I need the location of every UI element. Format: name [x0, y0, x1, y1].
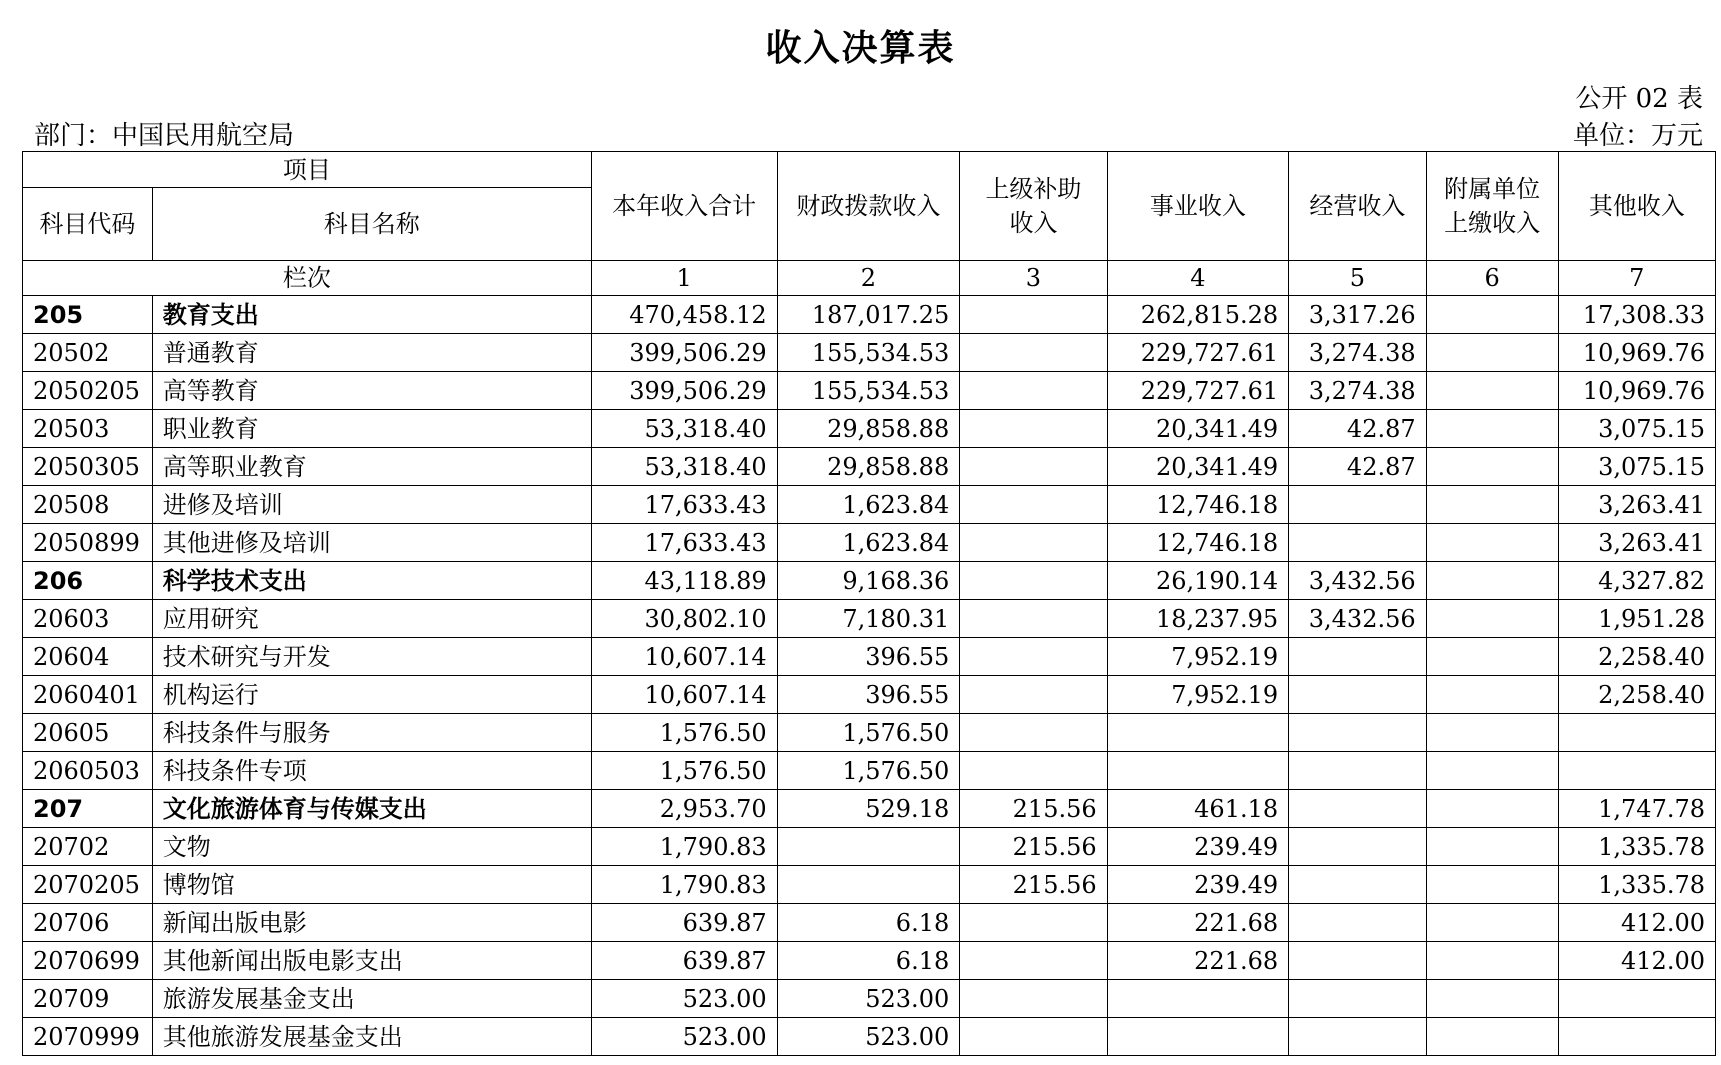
- amount-cell-col-4: 12,746.18: [1107, 524, 1289, 562]
- amount-cell-col-5: [1289, 524, 1427, 562]
- amount-cell-col-4: [1107, 752, 1289, 790]
- amount-cell-col-6: [1426, 562, 1558, 600]
- amount-cell-col-2: 1,576.50: [777, 714, 960, 752]
- amount-cell-col-7: 10,969.76: [1558, 334, 1715, 372]
- amount-cell-col-7: [1558, 752, 1715, 790]
- amount-cell-col-4: [1107, 1018, 1289, 1056]
- table-row: [23, 562, 1716, 600]
- amount-cell-col-1: 10,607.14: [591, 638, 777, 676]
- amount-cell-col-3: [960, 296, 1107, 334]
- amount-cell-col-4: 229,727.61: [1107, 334, 1289, 372]
- amount-cell-col-2: 155,534.53: [777, 334, 960, 372]
- subject-code: 205: [23, 296, 153, 334]
- header-item-group: 项目: [23, 152, 592, 188]
- header-col-5: 经营收入: [1289, 152, 1427, 261]
- table-row: [23, 524, 1716, 562]
- amount-cell-col-1: 17,633.43: [591, 524, 777, 562]
- amount-cell-col-6: [1426, 942, 1558, 980]
- subject-name: 其他进修及培训: [152, 524, 591, 562]
- header-name: 科目名称: [152, 188, 591, 261]
- amount-cell-col-1: 639.87: [591, 942, 777, 980]
- subject-name: 机构运行: [152, 676, 591, 714]
- subject-name: 其他新闻出版电影支出: [152, 942, 591, 980]
- subject-code: 20706: [23, 904, 153, 942]
- subject-code: 20503: [23, 410, 153, 448]
- amount-cell-col-3: [960, 334, 1107, 372]
- amount-cell-col-4: [1107, 714, 1289, 752]
- amount-cell-col-6: [1426, 866, 1558, 904]
- amount-cell-col-7: 412.00: [1558, 904, 1715, 942]
- table-row: [23, 372, 1716, 410]
- header-code: 科目代码: [23, 188, 153, 261]
- subject-name: 文物: [152, 828, 591, 866]
- subject-code: 20603: [23, 600, 153, 638]
- subject-code: 20508: [23, 486, 153, 524]
- amount-cell-col-3: [960, 600, 1107, 638]
- amount-cell-col-5: [1289, 638, 1427, 676]
- amount-cell-col-6: [1426, 638, 1558, 676]
- amount-cell-col-1: 53,318.40: [591, 410, 777, 448]
- amount-cell-col-5: [1289, 790, 1427, 828]
- amount-cell-col-5: [1289, 752, 1427, 790]
- amount-cell-col-1: 1,790.83: [591, 828, 777, 866]
- amount-cell-col-1: 470,458.12: [591, 296, 777, 334]
- header-col-4: 事业收入: [1107, 152, 1289, 261]
- subject-name: 应用研究: [152, 600, 591, 638]
- subject-name: 科技条件与服务: [152, 714, 591, 752]
- header-col-6: 附属单位 上缴收入: [1426, 152, 1558, 261]
- amount-cell-col-3: [960, 638, 1107, 676]
- subject-code: 2060401: [23, 676, 153, 714]
- header-col-2: 财政拨款收入: [777, 152, 960, 261]
- table-row: [23, 866, 1716, 904]
- amount-cell-col-2: 155,534.53: [777, 372, 960, 410]
- amount-cell-col-7: 3,075.15: [1558, 410, 1715, 448]
- amount-cell-col-4: 7,952.19: [1107, 638, 1289, 676]
- amount-cell-col-4: 262,815.28: [1107, 296, 1289, 334]
- amount-cell-col-7: [1558, 714, 1715, 752]
- column-number: 5: [1289, 261, 1427, 296]
- subject-name: 文化旅游体育与传媒支出: [152, 790, 591, 828]
- subject-name: 科学技术支出: [152, 562, 591, 600]
- amount-cell-col-1: 523.00: [591, 1018, 777, 1056]
- amount-cell-col-4: 20,341.49: [1107, 410, 1289, 448]
- amount-cell-col-5: [1289, 828, 1427, 866]
- subject-code: 207: [23, 790, 153, 828]
- subject-code: 2060503: [23, 752, 153, 790]
- amount-cell-col-6: [1426, 828, 1558, 866]
- subject-name: 新闻出版电影: [152, 904, 591, 942]
- amount-cell-col-3: [960, 562, 1107, 600]
- amount-cell-col-2: [777, 828, 960, 866]
- amount-cell-col-5: [1289, 866, 1427, 904]
- amount-cell-col-4: 18,237.95: [1107, 600, 1289, 638]
- amount-cell-col-2: 1,623.84: [777, 486, 960, 524]
- amount-cell-col-3: [960, 676, 1107, 714]
- table-row: [23, 828, 1716, 866]
- department-label: 部门：中国民用航空局: [34, 121, 295, 151]
- table-row: [23, 638, 1716, 676]
- header-col-3: 上级补助 收入: [960, 152, 1107, 261]
- amount-cell-col-2: 6.18: [777, 904, 960, 942]
- column-number: 7: [1558, 261, 1715, 296]
- amount-cell-col-1: 43,118.89: [591, 562, 777, 600]
- table-row: [23, 296, 1716, 334]
- amount-cell-col-7: 2,258.40: [1558, 676, 1715, 714]
- amount-cell-col-4: 221.68: [1107, 904, 1289, 942]
- amount-cell-col-3: [960, 524, 1107, 562]
- table-row: [23, 676, 1716, 714]
- subject-name: 职业教育: [152, 410, 591, 448]
- amount-cell-col-2: 29,858.88: [777, 410, 960, 448]
- amount-cell-col-5: [1289, 676, 1427, 714]
- amount-cell-col-5: [1289, 714, 1427, 752]
- amount-cell-col-7: 1,335.78: [1558, 866, 1715, 904]
- amount-cell-col-6: [1426, 904, 1558, 942]
- amount-cell-col-5: 42.87: [1289, 448, 1427, 486]
- amount-cell-col-7: 3,263.41: [1558, 486, 1715, 524]
- amount-cell-col-7: 1,747.78: [1558, 790, 1715, 828]
- amount-cell-col-4: [1107, 980, 1289, 1018]
- amount-cell-col-2: 9,168.36: [777, 562, 960, 600]
- table-row: [23, 904, 1716, 942]
- amount-cell-col-1: 1,576.50: [591, 752, 777, 790]
- subject-name: 博物馆: [152, 866, 591, 904]
- amount-cell-col-3: [960, 904, 1107, 942]
- amount-cell-col-7: [1558, 980, 1715, 1018]
- amount-cell-col-7: [1558, 1018, 1715, 1056]
- amount-cell-col-3: [960, 714, 1107, 752]
- amount-cell-col-3: [960, 752, 1107, 790]
- subject-code: 2050205: [23, 372, 153, 410]
- amount-cell-col-3: [960, 942, 1107, 980]
- amount-cell-col-6: [1426, 752, 1558, 790]
- amount-cell-col-7: 10,969.76: [1558, 372, 1715, 410]
- subject-code: 20709: [23, 980, 153, 1018]
- amount-cell-col-6: [1426, 524, 1558, 562]
- amount-cell-col-5: [1289, 904, 1427, 942]
- amount-cell-col-7: 1,335.78: [1558, 828, 1715, 866]
- amount-cell-col-3: [960, 980, 1107, 1018]
- amount-cell-col-1: 10,607.14: [591, 676, 777, 714]
- income-table: [22, 151, 1716, 1056]
- table-row: [23, 714, 1716, 752]
- table-row: [23, 486, 1716, 524]
- amount-cell-col-2: 7,180.31: [777, 600, 960, 638]
- amount-cell-col-6: [1426, 790, 1558, 828]
- amount-cell-col-2: 6.18: [777, 942, 960, 980]
- subject-name: 普通教育: [152, 334, 591, 372]
- amount-cell-col-2: 396.55: [777, 638, 960, 676]
- amount-cell-col-3: [960, 448, 1107, 486]
- table-row: [23, 980, 1716, 1018]
- amount-cell-col-7: 3,075.15: [1558, 448, 1715, 486]
- amount-cell-col-3: [960, 1018, 1107, 1056]
- amount-cell-col-2: 29,858.88: [777, 448, 960, 486]
- amount-cell-col-6: [1426, 372, 1558, 410]
- amount-cell-col-4: 461.18: [1107, 790, 1289, 828]
- amount-cell-col-5: 3,432.56: [1289, 600, 1427, 638]
- subject-code: 206: [23, 562, 153, 600]
- amount-cell-col-7: 412.00: [1558, 942, 1715, 980]
- column-number: 2: [777, 261, 960, 296]
- table-row: [23, 942, 1716, 980]
- amount-cell-col-4: 239.49: [1107, 828, 1289, 866]
- amount-cell-col-6: [1426, 334, 1558, 372]
- amount-cell-col-2: 1,623.84: [777, 524, 960, 562]
- subject-name: 进修及培训: [152, 486, 591, 524]
- amount-cell-col-6: [1426, 980, 1558, 1018]
- subject-name: 高等职业教育: [152, 448, 591, 486]
- amount-cell-col-5: 3,274.38: [1289, 334, 1427, 372]
- amount-cell-col-6: [1426, 486, 1558, 524]
- table-row: [23, 334, 1716, 372]
- subject-code: 2070699: [23, 942, 153, 980]
- amount-cell-col-1: 17,633.43: [591, 486, 777, 524]
- column-number-row: [23, 261, 1716, 296]
- amount-cell-col-1: 1,790.83: [591, 866, 777, 904]
- subject-name: 高等教育: [152, 372, 591, 410]
- amount-cell-col-3: 215.56: [960, 790, 1107, 828]
- subject-code: 20604: [23, 638, 153, 676]
- row-index-label: 栏次: [23, 261, 592, 296]
- table-row: [23, 1018, 1716, 1056]
- amount-cell-col-4: 221.68: [1107, 942, 1289, 980]
- header-col-7: 其他收入: [1558, 152, 1715, 261]
- subject-code: 2070999: [23, 1018, 153, 1056]
- subject-code: 2050305: [23, 448, 153, 486]
- amount-cell-col-4: 12,746.18: [1107, 486, 1289, 524]
- table-row: [23, 410, 1716, 448]
- amount-cell-col-5: 3,432.56: [1289, 562, 1427, 600]
- amount-cell-col-5: 42.87: [1289, 410, 1427, 448]
- subject-code: 20502: [23, 334, 153, 372]
- subject-name: 科技条件专项: [152, 752, 591, 790]
- amount-cell-col-6: [1426, 296, 1558, 334]
- amount-cell-col-2: [777, 866, 960, 904]
- column-number: 4: [1107, 261, 1289, 296]
- subject-code: 2070205: [23, 866, 153, 904]
- amount-cell-col-6: [1426, 410, 1558, 448]
- amount-cell-col-1: 30,802.10: [591, 600, 777, 638]
- column-number: 1: [591, 261, 777, 296]
- amount-cell-col-5: 3,274.38: [1289, 372, 1427, 410]
- amount-cell-col-2: 523.00: [777, 980, 960, 1018]
- amount-cell-col-5: 3,317.26: [1289, 296, 1427, 334]
- amount-cell-col-3: [960, 372, 1107, 410]
- amount-cell-col-2: 1,576.50: [777, 752, 960, 790]
- amount-cell-col-3: 215.56: [960, 866, 1107, 904]
- amount-cell-col-7: 4,327.82: [1558, 562, 1715, 600]
- subject-code: 2050899: [23, 524, 153, 562]
- amount-cell-col-4: 26,190.14: [1107, 562, 1289, 600]
- amount-cell-col-1: 2,953.70: [591, 790, 777, 828]
- amount-cell-col-1: 53,318.40: [591, 448, 777, 486]
- amount-cell-col-5: [1289, 486, 1427, 524]
- amount-cell-col-6: [1426, 1018, 1558, 1056]
- amount-cell-col-5: [1289, 942, 1427, 980]
- amount-cell-col-1: 523.00: [591, 980, 777, 1018]
- amount-cell-col-7: 1,951.28: [1558, 600, 1715, 638]
- column-number: 6: [1426, 261, 1558, 296]
- table-row: [23, 790, 1716, 828]
- amount-cell-col-4: 229,727.61: [1107, 372, 1289, 410]
- amount-cell-col-5: [1289, 980, 1427, 1018]
- unit-label: 单位：万元: [1572, 121, 1703, 151]
- amount-cell-col-6: [1426, 600, 1558, 638]
- table-row: [23, 600, 1716, 638]
- amount-cell-col-4: 239.49: [1107, 866, 1289, 904]
- amount-cell-col-2: 187,017.25: [777, 296, 960, 334]
- subject-name: 教育支出: [152, 296, 591, 334]
- page-title: 收入决算表: [765, 28, 956, 69]
- subject-code: 20702: [23, 828, 153, 866]
- amount-cell-col-1: 1,576.50: [591, 714, 777, 752]
- amount-cell-col-3: [960, 410, 1107, 448]
- amount-cell-col-1: 399,506.29: [591, 372, 777, 410]
- amount-cell-col-6: [1426, 676, 1558, 714]
- header-col-1: 本年收入合计: [591, 152, 777, 261]
- amount-cell-col-5: [1289, 1018, 1427, 1056]
- amount-cell-col-7: 17,308.33: [1558, 296, 1715, 334]
- amount-cell-col-7: 2,258.40: [1558, 638, 1715, 676]
- amount-cell-col-2: 523.00: [777, 1018, 960, 1056]
- amount-cell-col-6: [1426, 714, 1558, 752]
- amount-cell-col-2: 396.55: [777, 676, 960, 714]
- subject-name: 其他旅游发展基金支出: [152, 1018, 591, 1056]
- subject-name: 旅游发展基金支出: [152, 980, 591, 1018]
- amount-cell-col-7: 3,263.41: [1558, 524, 1715, 562]
- amount-cell-col-3: [960, 486, 1107, 524]
- amount-cell-col-4: 20,341.49: [1107, 448, 1289, 486]
- column-number: 3: [960, 261, 1107, 296]
- amount-cell-col-6: [1426, 448, 1558, 486]
- amount-cell-col-1: 399,506.29: [591, 334, 777, 372]
- table-row: [23, 752, 1716, 790]
- subject-name: 技术研究与开发: [152, 638, 591, 676]
- subject-code: 20605: [23, 714, 153, 752]
- amount-cell-col-1: 639.87: [591, 904, 777, 942]
- table-body: [23, 296, 1716, 1056]
- table-row: [23, 448, 1716, 486]
- amount-cell-col-4: 7,952.19: [1107, 676, 1289, 714]
- form-number: 公开 02 表: [1575, 84, 1703, 114]
- amount-cell-col-3: 215.56: [960, 828, 1107, 866]
- amount-cell-col-2: 529.18: [777, 790, 960, 828]
